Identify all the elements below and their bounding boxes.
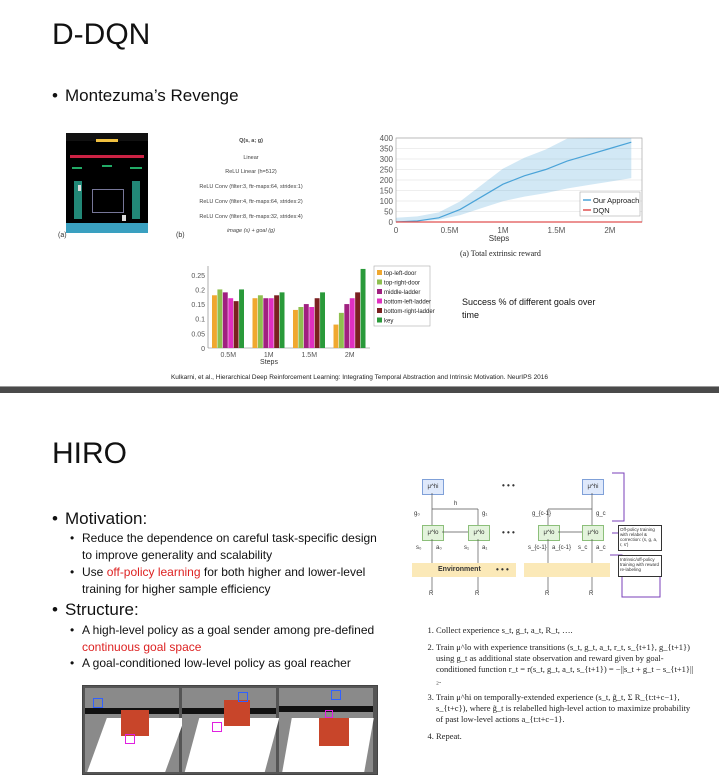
gc1-label: g_{c-1} (532, 511, 552, 517)
gc-label: g_c (596, 511, 606, 517)
step: 4. Repeat. (436, 731, 698, 742)
bar (280, 292, 285, 348)
bar (344, 304, 349, 348)
highlight-text: off-policy learning (106, 565, 201, 579)
x-axis-label: Steps (488, 234, 510, 243)
bar (274, 295, 279, 348)
lo-policy-label: μ^lo (543, 530, 555, 536)
y-tick-label: 50 (384, 207, 393, 217)
env-screenshots (82, 685, 378, 775)
reward-line-chart (362, 132, 652, 244)
legend-swatch (377, 289, 382, 294)
environment-label: Environment (438, 566, 481, 573)
bar (234, 301, 239, 348)
step: 3. Train μ^hi on temporally-extended experience (s_t, g̃_t, Σ R_{t:t+c−1}, s_{t+c}), where g̃_t is relabelled high-level action to maximize probability of past low-level actions a_{t:t+c−1}. (436, 692, 698, 725)
algorithm-steps (420, 625, 698, 748)
legend-label: bottom-right-ladder (384, 309, 435, 315)
a0-label: a₀ (436, 545, 442, 551)
citation: Kulkarni, et al., Hierarchical Deep Reinforcement Learning: Integrating Temporal Abstraction and Intrinsic Motivation. NeurIPS 2016 (170, 374, 549, 381)
x-tick-label: 1.5M (547, 226, 566, 235)
text-part: A goal-conditioned low-level policy as goal reacher (82, 656, 351, 670)
legend-swatch (377, 299, 382, 304)
hi-policy-label: μ^hi (587, 484, 599, 490)
bar (253, 298, 258, 348)
legend-label: top-left-door (384, 271, 417, 277)
motivation-text: Reduce the dependence on careful task-specific design to improve generality and scalability (82, 531, 377, 562)
bar (269, 298, 274, 348)
a1-label: a₁ (482, 545, 488, 551)
legend-label: top-right-door (384, 280, 421, 287)
bar (298, 307, 303, 348)
sc1-label: s_{c-1} (528, 545, 547, 551)
y-tick-label: 0 (201, 346, 205, 353)
motivation-item: • Reduce the dependence on careful task-specific design to improve generality and scalability (70, 531, 377, 562)
panel-a-label: (a) (58, 232, 67, 239)
network-layer: ReLU Conv (filter:4, ftr-maps:64, strides:2) (199, 199, 303, 205)
y-tick-label: 400 (379, 134, 393, 143)
legend-label: DQN (593, 206, 610, 215)
goal-success-bar-chart (182, 260, 435, 366)
x-tick-label: 2M (344, 352, 355, 359)
y-tick-label: 0.05 (191, 331, 205, 339)
note-box: Off-policy training with relabel & correction: (s, g, a, r, s') (618, 525, 662, 551)
success-description: Success % of different goals over time (462, 297, 596, 320)
panel-b-label: (b) (176, 232, 185, 239)
legend-label: bottom-left-ladder (384, 299, 432, 306)
text-part: Use (82, 565, 107, 579)
bullet-motivation: • Motivation: (52, 509, 148, 528)
network-input: image (s) + goal (g) (227, 228, 275, 234)
ellipsis: • • • (502, 481, 515, 490)
ellipsis: • • • (502, 528, 515, 537)
y-tick-label: 200 (379, 176, 393, 185)
reward-label: R (545, 591, 550, 597)
x-tick-label: 2M (604, 226, 616, 235)
bar (315, 298, 320, 348)
slide-hiro (0, 393, 719, 779)
bar (217, 289, 222, 348)
bullet-text: Motivation: (65, 509, 148, 528)
x-tick-label: 0 (393, 226, 399, 235)
x-tick-label: 1M (263, 352, 274, 359)
g1-label: g₁ (482, 511, 488, 517)
bar (263, 298, 268, 348)
x-tick-label: 0.5M (440, 226, 459, 235)
y-tick-label: 250 (379, 165, 393, 175)
reward-label: R (475, 591, 480, 597)
legend-label: Our Approach (593, 196, 640, 205)
bar (239, 289, 244, 348)
y-tick-label: 100 (379, 197, 393, 206)
g0-label: g₀ (414, 511, 420, 517)
x-tick-label: 1.5M (301, 352, 318, 359)
y-tick-label: 0 (388, 218, 393, 227)
bullet-text: Montezuma’s Revenge (65, 86, 239, 105)
bar (320, 292, 325, 348)
ac1-label: a_{c-1} (552, 545, 572, 551)
bar (350, 298, 355, 348)
note-box: Intrinsic/off-policy training with reward re-labeling (618, 555, 662, 577)
network-layer: ReLU Conv (filter:8, ftr-maps:32, strides:4) (199, 214, 303, 220)
y-tick-label: 0.2 (195, 287, 205, 295)
legend-swatch (377, 318, 382, 323)
env-frame (279, 688, 373, 772)
slide-title: HIRO (52, 437, 127, 470)
game-screenshot (66, 133, 148, 233)
network-layer: Linear (243, 155, 259, 161)
structure-item: • A high-level policy as a goal sender among pre-defined continuous goal space (70, 623, 375, 654)
h-label: h (454, 501, 458, 507)
lo-policy-label: μ^lo (473, 530, 485, 536)
ellipsis: • • • (496, 565, 509, 574)
x-tick-label: 0.5M (220, 352, 237, 359)
x-tick-label: 1M (497, 226, 509, 235)
hiro-diagram (412, 473, 660, 601)
motivation-item: • Use off-policy learning for both higher and lower-level training for higher sample efficiency (70, 565, 366, 596)
bar (339, 313, 344, 348)
bar (223, 292, 228, 348)
bar (361, 269, 366, 348)
bar (258, 295, 263, 348)
legend-label: middle-ladder (384, 290, 421, 296)
env-frame (182, 688, 276, 772)
network-layer: ReLU Linear (h=512) (225, 169, 277, 175)
legend-label: key (384, 318, 394, 325)
step: 2. Train μ^lo with experience transitions (s_t, g_t, a_t, r_t, s_{t+1}, g_{t+1}) using g_t as additional state observation and reward given by goal-conditioned function r_t = r(s_t, g_t, a_t, s_{t+1}) = −||s_t + g_t − s_{t+1}||₂. (436, 642, 698, 686)
s1-label: s₁ (464, 545, 470, 551)
bar (228, 298, 233, 348)
text-part: for both higher and lower-level training for higher sample efficiency (82, 565, 366, 596)
y-tick-label: 0.25 (191, 272, 205, 280)
network-layer: ReLU Conv (filter:3, ftr-maps:64, strides:1) (199, 184, 303, 190)
lo-policy-label: μ^lo (427, 530, 439, 536)
legend-swatch (377, 270, 382, 275)
bullet-montezuma: • Montezuma’s Revenge (52, 86, 239, 105)
ac-label: a_c (596, 545, 606, 551)
bullet-structure: • Structure: (52, 600, 139, 619)
sc-label: s_c (578, 545, 588, 551)
env-frame (85, 688, 179, 772)
step: 1. Collect experience s_t, g_t, a_t, R_t, …. (436, 625, 698, 636)
highlight-text: continuous goal space (82, 640, 202, 654)
reward-label: R (589, 591, 594, 597)
y-tick-label: 300 (379, 155, 393, 164)
y-tick-label: 150 (379, 186, 393, 196)
s0-label: s₀ (416, 545, 422, 551)
y-tick-label: 0.1 (195, 316, 205, 324)
bar (212, 295, 217, 348)
legend-swatch (377, 280, 382, 285)
x-axis-label: Steps (260, 359, 278, 366)
network-output: Q(s, a; g) (239, 138, 263, 144)
legend-swatch (377, 308, 382, 313)
reward-label: R (429, 591, 434, 597)
lo-policy-label: μ^lo (587, 530, 599, 536)
y-tick-label: 0.15 (191, 302, 205, 310)
bar (334, 325, 339, 348)
bar (309, 307, 314, 348)
slide-ddqn (0, 0, 719, 388)
reward-chart-caption: (a) Total extrinsic reward (460, 249, 541, 258)
bar (304, 304, 309, 348)
structure-item: • A goal-conditioned low-level policy as goal reacher (70, 656, 351, 670)
y-tick-label: 350 (379, 144, 393, 154)
text-part: A high-level policy as a goal sender among pre-defined (82, 623, 375, 637)
hi-policy-label: μ^hi (427, 484, 439, 490)
network-diagram (186, 138, 316, 238)
bar (293, 310, 298, 348)
bullet-text: Structure: (65, 600, 139, 619)
slide-title: D-DQN (52, 18, 151, 51)
bar (355, 292, 360, 348)
